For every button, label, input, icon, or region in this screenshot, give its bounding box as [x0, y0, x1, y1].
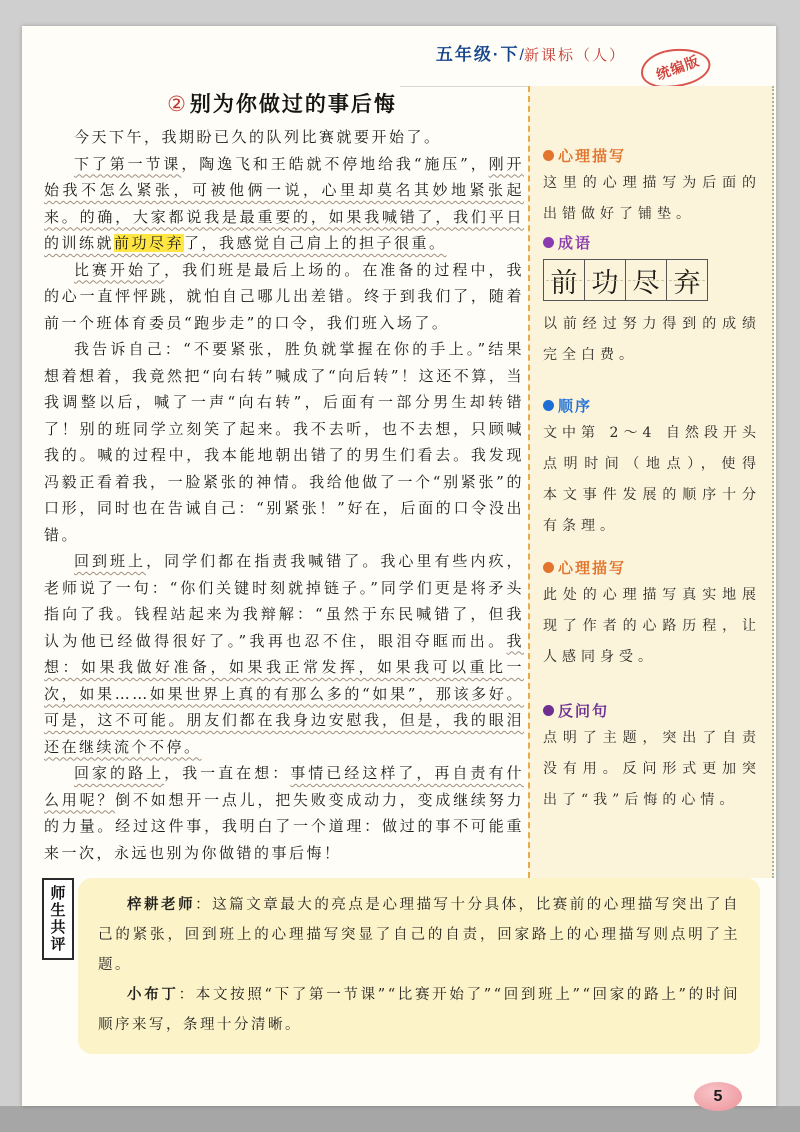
title-text: 别为你做过的事后悔 [189, 92, 397, 116]
annotation-header [543, 700, 761, 721]
essay-body [44, 124, 524, 866]
reviewer-name: 小布丁 [127, 987, 179, 1003]
idiom-grid [543, 259, 761, 301]
annotation-panel [528, 86, 774, 878]
review-side-label [42, 878, 74, 960]
essay-text-segment: 今天下午，我期盼已久的队列比赛就要开始了。 [74, 128, 442, 146]
wavy-underlined-text: 了，我感觉自己肩上的担子很重。 [184, 234, 447, 252]
annotation-body: 这里的心理描写为后面的出错做好了铺垫。 [543, 175, 761, 222]
annotation-item [543, 232, 761, 371]
review-comment [98, 980, 740, 1040]
annotation-item [543, 395, 761, 542]
header-slash: / [519, 47, 524, 64]
side-label-character: 评 [50, 936, 66, 953]
bullet-icon [543, 562, 554, 573]
wavy-underlined-text: 回家的路上 [74, 764, 165, 782]
bullet-icon [543, 237, 554, 248]
idiom-character-cell: 弃 [666, 259, 708, 301]
workbook-page [22, 26, 776, 1106]
review-section [22, 878, 776, 1054]
annotation-label: 成语 [558, 235, 593, 252]
essay-text-segment: ，我们班是最后上场的。在准备的过程中，我的心一直怦怦跳，就怕自己哪儿出差错。终于到我们了，随着前一个班体育委员“跑步走”的口令，我们班入场了。 [44, 260, 524, 332]
desk-background [0, 1106, 800, 1132]
essay-text-segment: 倒不如想开一点儿，把失败变成动力，变成继续努力的力量。经过这件事，我明白了一个道理：做过的事不可能重来一次，永远也别为你做错的事后悔！ [44, 790, 524, 862]
annotation-body: 点明了主题，突出了自责没有用。反问形式更加突出了“我”后悔的心情。 [543, 730, 761, 808]
edition-stamp-text: 统编版 [653, 52, 702, 83]
essay-paragraph [44, 760, 524, 866]
annotation-body: 以前经过努力得到的成绩完全白费。 [543, 316, 761, 363]
idiom-character-cell: 功 [584, 259, 626, 301]
page-number: 5 [713, 1088, 723, 1105]
annotation-item [543, 700, 761, 816]
essay-paragraph [44, 124, 524, 151]
review-comment [98, 890, 740, 980]
annotation-header [543, 557, 761, 578]
essay-paragraph [44, 336, 524, 548]
wavy-underlined-text: 比赛开始了 [74, 260, 165, 279]
annotation-header [543, 145, 761, 166]
annotation-label: 反问句 [558, 703, 610, 720]
essay-text-segment: ，我一直在想： [164, 764, 291, 782]
idiom-character-cell: 前 [543, 259, 585, 301]
wavy-underlined-text: 回到班上 [74, 552, 147, 570]
bullet-icon [543, 400, 554, 411]
bullet-icon [543, 705, 554, 716]
essay-title [42, 88, 522, 118]
wavy-underlined-text: 我想：如果我做好准备，如果我正常发挥，如果我可以重比一次，如果……如果世界上真的有那么多的“如果”，那该多好。可是，这不可能。朋友们都在我身边安慰我，但是，我的眼泪还在继续流个不停。 [44, 631, 524, 756]
review-comment-text: ：本文按照“下了第一节课”“比赛开始了”“回到班上”“回家的路上”的时间顺序来写，条理十分清晰。 [98, 987, 740, 1033]
annotation-label: 心理描写 [558, 148, 627, 165]
annotation-item [543, 145, 761, 230]
idiom-character-cell: 尽 [625, 259, 667, 301]
grade-label: 五年级·下 [435, 45, 520, 64]
title-number: ② [167, 92, 188, 116]
annotation-header [543, 395, 761, 416]
essay-paragraph [44, 151, 524, 257]
annotation-header [543, 232, 761, 253]
side-label-character: 师 [50, 885, 66, 902]
wavy-underlined-text: 事情已经这样了，再自责有什么用呢？ [44, 764, 524, 809]
essay-paragraph [44, 548, 524, 760]
essay-text-segment: 我告诉自己：“不要紧张，胜负就掌握在你的手上。”结果想着想着，我竟然把“向右转”喊成了“向后转”！这还不算，当我调整以后，喊了一声“向右转”，后面有一部分男生却转错了！别的班同学立刻笑了起来。我不去听，也不去想，只顾喊我的。喊的过程中，我本能地朝出错了的男生们看去。我发现冯毅正看着我，一脸紧张的神情。我给他做了一个“别紧张”的口形，同时也在告诫自己：“别紧张！”好在，后面的口令没出错。 [44, 340, 524, 544]
side-label-character: 共 [50, 919, 66, 936]
bullet-icon [543, 150, 554, 161]
edition-stamp-badge [639, 45, 713, 90]
annotation-label: 顺序 [558, 398, 593, 415]
page-header [436, 40, 710, 81]
essay-text-segment: ，同学们都在指责我喊错了。我心里有些内疚，老师说了一句：“你们关键时刻就掉链子。”同学们更是将矛头指向了我。钱程站起来为我辩解：“虽然于东民喊错了，但我认为他已经做得很好了。”我再也忍不住，眼泪夺眶而出。 [44, 552, 524, 650]
page-number-badge [694, 1082, 742, 1111]
edition-label: 新课标（人） [523, 48, 626, 64]
essay-text-segment: ，陶逸飞和王皓就不停地给我“施压”， [181, 154, 489, 173]
wavy-underlined-text: 下了第一节课 [74, 154, 182, 173]
essay-paragraph [44, 257, 524, 337]
review-comments-box [78, 878, 760, 1054]
annotation-label: 心理描写 [558, 560, 627, 577]
annotation-item [543, 557, 761, 673]
highlighted-idiom: 前功尽弃 [114, 234, 185, 252]
review-comment-text: ：这篇文章最大的亮点是心理描写十分具体，比赛前的心理描写突出了自己的紧张，回到班上的心理描写突显了自己的自责，回家路上的心理描写则点明了主题。 [98, 897, 741, 973]
annotation-body: 此处的心理描写真实地展现了作者的心路历程，让人感同身受。 [543, 587, 761, 665]
reviewer-name: 梓耕老师 [127, 897, 196, 913]
side-label-character: 生 [50, 902, 66, 919]
wavy-underlined-text: 刚开始我不怎么紧张，可被他俩一说，心里却莫名其妙地紧张起来。的确，大家都说我是最重要的，如果我喊错了，我们平日的训练就 [44, 154, 524, 252]
annotation-body: 文中第 2～4 自然段开头点明时间（地点），使得本文事件发展的顺序十分有条理。 [543, 425, 761, 534]
